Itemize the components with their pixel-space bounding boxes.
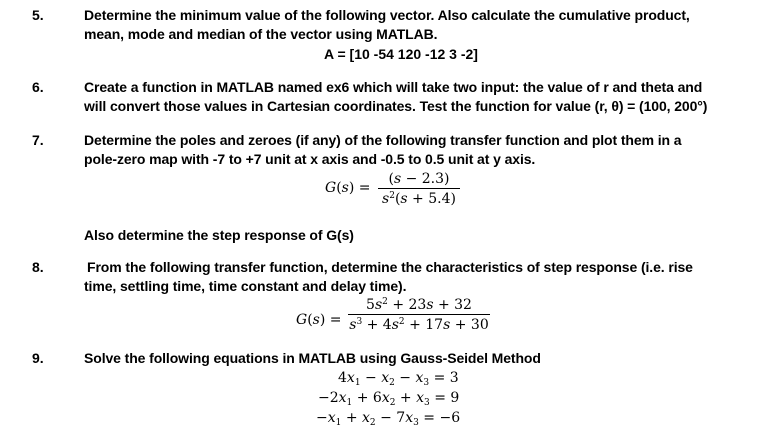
- q8-numerator: $5s^2 + 23s + 32$: [366, 297, 472, 313]
- q8-fraction: [348, 297, 490, 333]
- q9-text-line1: Solve the following equations in MATLAB using Gauss-Seidel Method: [84, 350, 541, 366]
- q7-number: 7.: [32, 132, 44, 148]
- q5-vector: A = [10 -54 120 -12 3 -2]: [324, 46, 478, 62]
- q8-lhs: G(s) =: [296, 312, 342, 328]
- q7-numerator: (s − 2.3): [388, 171, 450, 187]
- q7-fraction-bar: [378, 188, 460, 189]
- q7-followup: Also determine the step response of G(s): [84, 227, 354, 243]
- q6-text-line1: Create a function in MATLAB named ex6 which will take two input: the value of r and theta and: [84, 79, 703, 95]
- q5-number: 5.: [32, 7, 44, 23]
- q5-text-line1: Determine the minimum value of the following vector. Also calculate the cumulative product,: [84, 7, 690, 23]
- q8-fraction-bar: [348, 314, 490, 315]
- q7-denominator: $s^2(s + 5.4)$: [382, 191, 456, 207]
- q9-equation-2: $-2x_1 + 6x_2 + x_3 = 9$: [318, 390, 460, 408]
- q9-equation-3: $-x_1 + x_2 - 7x_3 = -6$: [316, 410, 461, 428]
- q6-number: 6.: [32, 79, 44, 95]
- q8-text-line2: time, settling time, time constant and delay time).: [84, 278, 407, 294]
- q7-text-line2: pole-zero map with -7 to +7 unit at x axis and -0.5 to 0.5 unit at y axis.: [84, 151, 536, 167]
- q9-number: 9.: [32, 350, 44, 366]
- q7-fraction: [378, 171, 460, 207]
- q7-lhs: G(s) =: [325, 180, 371, 196]
- q8-denominator: $s^3 + 4s^2 + 17s + 30$: [349, 317, 489, 333]
- q5-text-line2: mean, mode and median of the vector using MATLAB.: [84, 26, 438, 42]
- q9-equation-1: $4x_1 - x_2 - x_3 = 3$: [338, 370, 459, 388]
- q8-text-line1: From the following transfer function, determine the characteristics of step response (i.e. rise: [87, 259, 693, 275]
- q6-text-line2: will convert those values in Cartesian coordinates. Test the function for value (r, θ) = (100, 200°): [84, 98, 708, 114]
- q7-text-line1: Determine the poles and zeroes (if any) of the following transfer function and plot them in a: [84, 132, 682, 148]
- q8-number: 8.: [32, 259, 44, 275]
